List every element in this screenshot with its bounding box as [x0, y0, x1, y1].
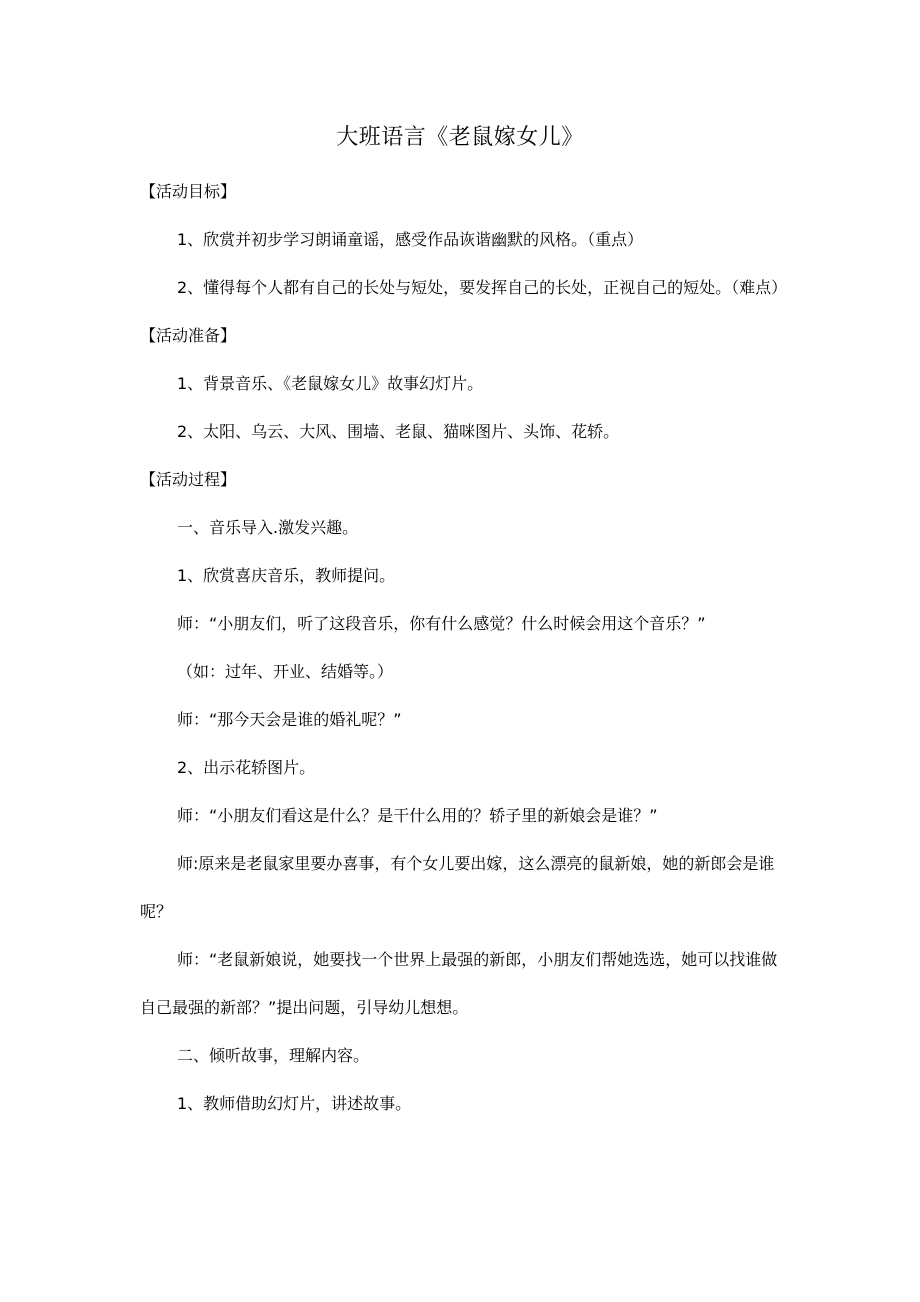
- paragraph: 1、背景音乐、《老鼠嫁女儿》故事幻灯片。: [177, 374, 484, 393]
- paragraph: 师：“那今天会是谁的婚礼呢？”: [177, 710, 402, 729]
- section-heading-objectives: 【活动目标】: [140, 182, 237, 201]
- document-title: 大班语言《老鼠嫁女儿》: [336, 125, 584, 150]
- paragraph: （如：过年、开业、结婚等。）: [177, 662, 394, 681]
- paragraph: 1、欣赏喜庆音乐，教师提问。: [177, 566, 396, 585]
- paragraph: 1、教师借助幻灯片，讲述故事。: [177, 1094, 412, 1113]
- section-heading-preparation: 【活动准备】: [140, 326, 237, 345]
- paragraph: 师：“老鼠新娘说，她要找一个世界上最强的新郎，小朋友们帮她选选，她可以找谁做自己最强的新部？”提出问题，引导幼儿想想。: [140, 950, 778, 1017]
- paragraph: 1、欣赏并初步学习朗诵童谣，感受作品诙谐幽默的风格。（重点）: [177, 230, 644, 249]
- paragraph: 一、音乐导入.激发兴趣。: [177, 518, 359, 537]
- paragraph: 2、懂得每个人都有自己的长处与短处，要发挥自己的长处，正视自己的短处。（难点）: [177, 278, 788, 297]
- paragraph: 2、太阳、乌云、大风、围墙、老鼠、猫咪图片、头饰、花轿。: [177, 422, 620, 441]
- paragraph: 师:原来是老鼠家里要办喜事，有个女儿要出嫁，这么漂亮的鼠新娘，她的新郎会是谁呢？: [140, 854, 775, 921]
- paragraph: 师：“小朋友们看这是什么？是干什么用的？轿子里的新娘会是谁？”: [177, 806, 658, 825]
- paragraph: 2、出示花轿图片。: [177, 758, 316, 777]
- paragraph: 师：“小朋友们，听了这段音乐，你有什么感觉？什么时候会用这个音乐？”: [177, 614, 706, 633]
- document-body: [140, 168, 788, 1128]
- paragraph: 二、倾听故事，理解内容。: [177, 1046, 370, 1065]
- section-heading-process: 【活动过程】: [140, 470, 237, 489]
